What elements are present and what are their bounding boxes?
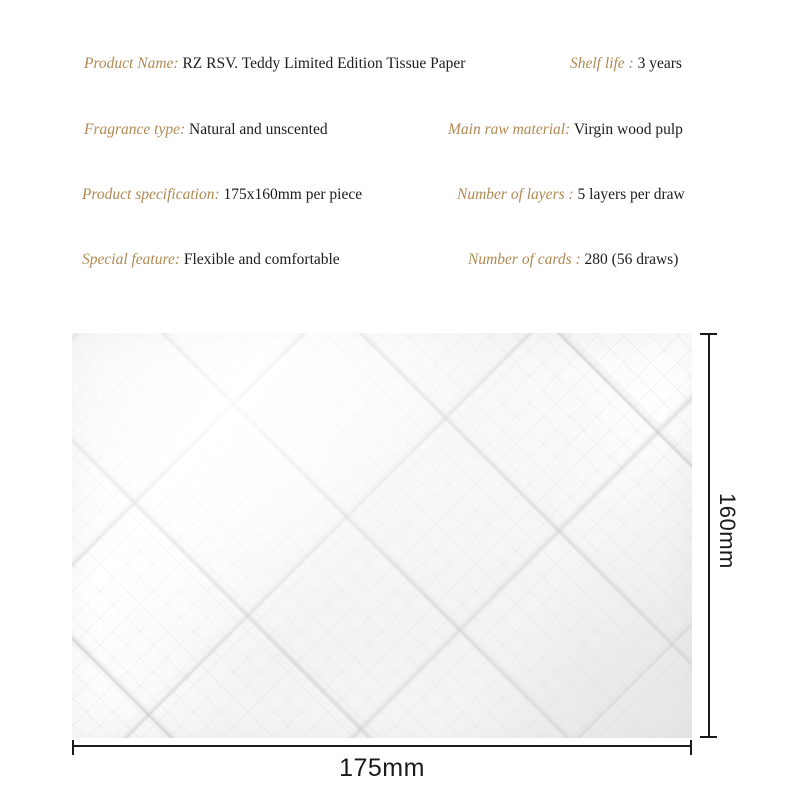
dimension-cap-right [690, 740, 692, 755]
spec-value: RZ RSV. Teddy Limited Edition Tissue Paper [182, 55, 466, 72]
spec-cell-shelf-life [570, 54, 682, 74]
spec-value: 175x160mm per piece [223, 186, 363, 203]
spec-label: Fragrance type: [84, 121, 186, 138]
spec-value: Natural and unscented [189, 121, 328, 138]
spec-cell-fragrance-type [84, 120, 328, 140]
dimension-line-horizontal [72, 745, 692, 747]
spec-cell-number-of-layers [457, 185, 685, 205]
dimension-line-vertical [708, 333, 710, 738]
tissue-sheet-texture [72, 333, 692, 738]
spec-label: Shelf life : [570, 55, 634, 72]
spec-label: Number of layers : [457, 186, 574, 203]
width-dimension-annotation [72, 740, 692, 788]
spec-cell-product-name [84, 54, 465, 74]
specification-table [0, 40, 800, 290]
spec-label: Special feature: [82, 251, 180, 268]
spec-value: 3 years [637, 55, 682, 72]
spec-value: 5 layers per draw [577, 186, 685, 203]
spec-cell-number-of-cards [468, 250, 678, 270]
spec-label: Product specification: [82, 186, 220, 203]
table-row [0, 185, 800, 219]
spec-value: 280 (56 draws) [584, 251, 679, 268]
spec-label: Number of cards : [468, 251, 581, 268]
width-dimension-label: 175mm [339, 754, 425, 782]
dimension-cap-bottom [700, 736, 717, 738]
table-row [0, 54, 800, 88]
table-row [0, 250, 800, 284]
height-dimension-annotation [700, 333, 750, 738]
height-dimension-label: 160mm [715, 493, 740, 569]
table-row [0, 120, 800, 154]
spec-cell-special-feature [82, 250, 340, 270]
product-photo [72, 333, 692, 738]
spec-value: Flexible and comfortable [183, 251, 340, 268]
spec-label: Main raw material: [448, 121, 571, 138]
spec-label: Product Name: [84, 55, 179, 72]
spec-cell-main-raw-material [448, 120, 683, 140]
spec-cell-product-specification [82, 185, 362, 205]
spec-value: Virgin wood pulp [573, 121, 683, 138]
dimension-cap-left [72, 740, 74, 755]
